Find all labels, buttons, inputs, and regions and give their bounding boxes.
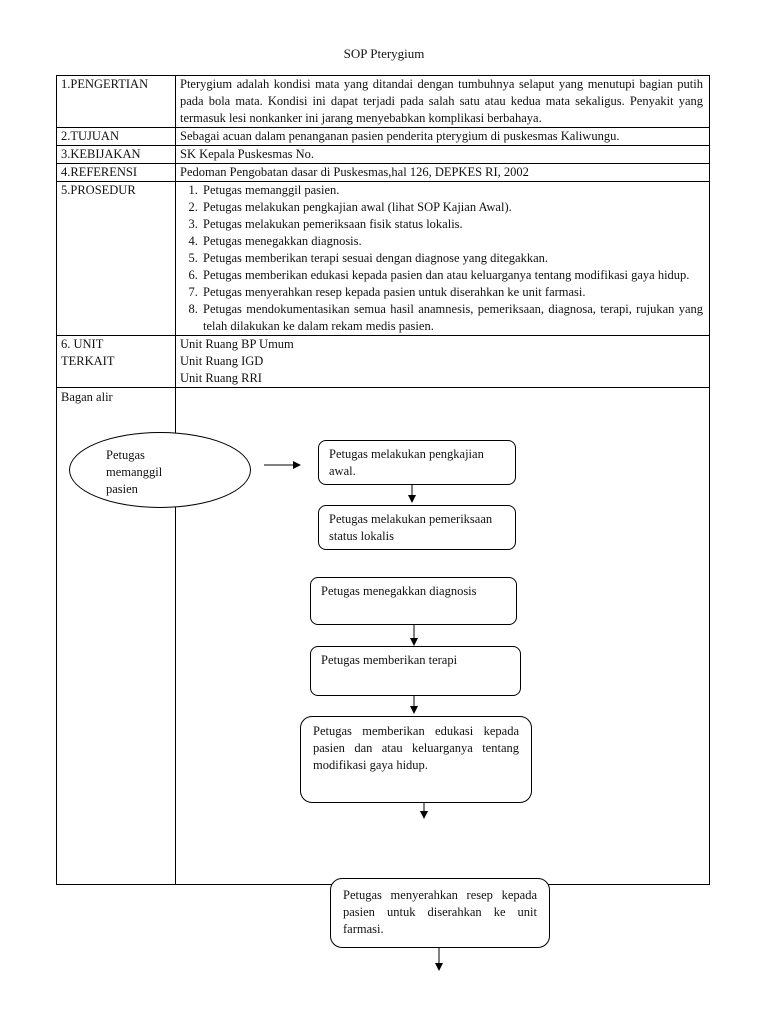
flow-box-terapi [310,646,521,696]
label-unit-line1: 6. UNIT [61,337,104,351]
label-prosedur: 5.PROSEDUR [57,182,176,336]
flow-start-text: Petugas memanggil pasien [106,448,163,496]
flow-start-ellipse [69,432,251,508]
prosedur-step: 5. Petugas memberikan terapi sesuai dengan diagnose yang ditegakkan. [201,250,703,267]
label-tujuan: 2.TUJUAN [57,128,176,146]
flow-box-resep [330,878,550,948]
flow-box-text: Petugas menyerahkan resep kepada pasien untuk diserahkan ke unit farmasi. [343,888,537,936]
label-unit-line2: TERKAIT [61,354,115,368]
label-bagan-alir: Bagan alir [61,390,113,404]
prosedur-step: 2. Petugas melakukan pengkajian awal (lihat SOP Kajian Awal). [201,199,703,216]
text-pengertian: Pterygium adalah kondisi mata yang ditandai dengan tumbuhnya selaput yang menutupi bagian putih pada bola mata. Kondisi ini dapat terjadi pada salah satu atau kedua mata sekaligus. Penyakit yang termasuk lesi nonkanker ini jarang menyebabkan komplikasi berbahaya. [176,76,710,128]
flow-box-pemeriksaan [318,505,516,550]
prosedur-step: 1. Petugas memanggil pasien. [201,182,703,199]
prosedur-step: 8. Petugas mendokumentasikan semua hasil anamnesis, pemeriksaan, diagnosa, terapi, rujukan yang telah dilakukan ke dalam rekam medis pasien. [201,301,703,335]
prosedur-step: 3. Petugas melakukan pemeriksaan fisik status lokalis. [201,216,703,233]
text-referensi: Pedoman Pengobatan dasar di Puskesmas,hal 126, DEPKES RI, 2002 [176,164,710,182]
flow-box-edukasi [300,716,532,803]
flow-box-text: Petugas menegakkan diagnosis [321,584,477,598]
unit-item: Unit Ruang IGD [180,354,264,368]
label-pengertian: 1.PENGERTIAN [57,76,176,128]
flow-box-text: Petugas memberikan edukasi kepada pasien dan atau keluarganya tentang modifikasi gaya hidup. [313,724,519,772]
flow-box-text: Petugas melakukan pemeriksaan status lokalis [329,512,493,543]
prosedur-step: 4. Petugas menegakkan diagnosis. [201,233,703,250]
text-kebijakan: SK Kepala Puskesmas No. [176,146,710,164]
document-title: SOP Pterygium [343,46,425,61]
label-kebijakan: 3.KEBIJAKAN [57,146,176,164]
prosedur-step: 6. Petugas memberikan edukasi kepada pasien dan atau keluarganya tentang modifikasi gaya hidup. [201,267,703,284]
label-referensi: 4.REFERENSI [57,164,176,182]
flow-box-text: Petugas memberikan terapi [321,653,458,667]
prosedur-step: 7. Petugas menyerahkan resep kepada pasien untuk diserahkan ke unit farmasi. [201,284,703,301]
flow-box-pengkajian [318,440,516,485]
flow-box-diagnosis [310,577,517,625]
text-tujuan: Sebagai acuan dalam penanganan pasien penderita pterygium di puskesmas Kaliwungu. [176,128,710,146]
unit-item: Unit Ruang BP Umum [180,337,294,351]
flow-box-text: Petugas melakukan pengkajian awal. [329,447,484,478]
unit-item: Unit Ruang RRI [180,371,262,385]
